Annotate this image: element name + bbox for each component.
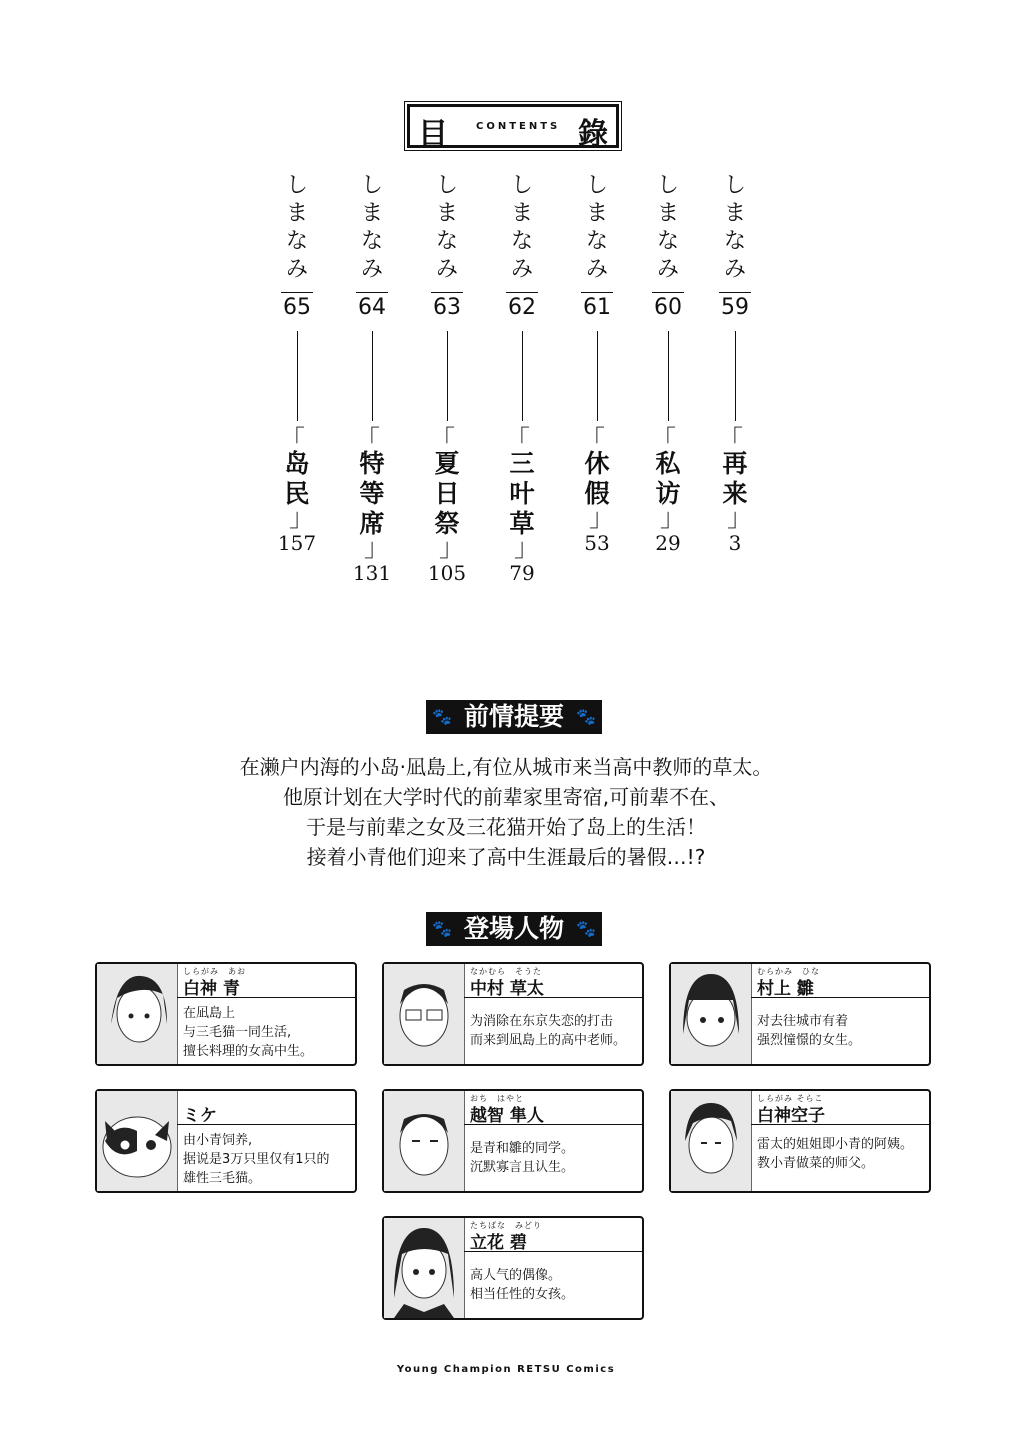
toc-page: 105 [427, 561, 467, 585]
character-desc [470, 1012, 642, 1050]
title-kanji-left: 目 [418, 117, 448, 152]
toc-page: 79 [509, 561, 535, 585]
toc-dash [297, 331, 298, 421]
desc-line: 教小青做菜的师父。 [757, 1156, 875, 1171]
summary-line: 在濑户内海的小岛·凪島上,有位从城市来当高中教师的草太。 [239, 755, 773, 779]
toc-chapter: 「 夏日祭 」 [432, 435, 462, 553]
card-divider [177, 1124, 355, 1125]
toc-entry[interactable] [342, 172, 402, 585]
character-portrait [671, 964, 752, 1064]
desc-line: 沉默寡言且认生。 [470, 1160, 575, 1175]
desc-line: 为消除在东京失恋的打击 [470, 1014, 614, 1029]
toc-number: 65 [281, 292, 313, 323]
desc-line: 是青和雛的同学。 [470, 1141, 575, 1156]
card-divider [751, 997, 929, 998]
card-divider [751, 1124, 929, 1125]
character-name: 中村 草太 [470, 979, 544, 999]
toc-dash [668, 331, 669, 421]
character-name: 越智 隼人 [470, 1106, 544, 1126]
toc-entry[interactable] [417, 172, 477, 585]
character-card[interactable] [669, 1089, 931, 1193]
desc-line: 在凪島上 [183, 1006, 236, 1021]
character-card[interactable] [95, 962, 357, 1066]
desc-line: 雄性三毛猫。 [183, 1171, 262, 1186]
toc-chapter: 「 岛民 」 [282, 435, 312, 523]
toc-series: しまなみ [285, 173, 308, 282]
character-name: 村上 雛 [757, 979, 814, 999]
toc-number: 61 [581, 292, 613, 323]
contents-title-box [407, 104, 619, 152]
desc-line: 相当任性的女孩。 [470, 1287, 575, 1302]
summary-line: 他原计划在大学时代的前辈家里寄宿,可前辈不在、 [282, 785, 730, 809]
character-card[interactable] [95, 1089, 357, 1193]
toc-entry[interactable] [492, 172, 552, 585]
desc-line: 强烈憧憬的女生。 [757, 1033, 862, 1048]
character-card[interactable] [382, 1216, 644, 1320]
title-kanji-right: 錄 [578, 117, 608, 152]
toc-entry[interactable] [705, 172, 765, 555]
character-name: 白神 青 [183, 979, 240, 999]
character-desc [470, 1139, 642, 1177]
toc-entry[interactable] [267, 172, 327, 555]
toc-series: しまなみ [360, 173, 383, 282]
desc-line: 对去往城市有着 [757, 1014, 849, 1029]
summary-text [150, 752, 862, 872]
character-name: 白神空子 [757, 1106, 825, 1126]
character-ruby: しらがみ あお [183, 967, 246, 976]
character-portrait [97, 1091, 178, 1191]
paw-icon: 🐾 [576, 919, 596, 938]
characters-heading [426, 912, 602, 946]
paw-icon: 🐾 [432, 707, 452, 726]
toc-dash [597, 331, 598, 421]
toc-page: 131 [352, 561, 392, 585]
card-divider [464, 1124, 642, 1125]
character-portrait [384, 1091, 465, 1191]
toc-chapter: 「 休假 」 [582, 435, 612, 523]
paw-icon: 🐾 [432, 919, 452, 938]
toc-series: しまなみ [585, 173, 608, 282]
character-ruby: なかむら そうた [470, 967, 542, 976]
publisher-footer: Young Champion RETSU Comics [396, 1364, 616, 1375]
summary-heading [426, 700, 602, 734]
toc-chapter: 「 再来 」 [720, 435, 750, 523]
desc-line: 而来到凪島上的高中老师。 [470, 1033, 627, 1048]
toc-entry[interactable] [638, 172, 698, 555]
toc-dash [522, 331, 523, 421]
character-desc [183, 1131, 355, 1188]
character-portrait [384, 1218, 465, 1318]
paw-icon: 🐾 [576, 707, 596, 726]
character-desc [757, 1135, 935, 1173]
toc-chapter: 「 私访 」 [653, 435, 683, 523]
desc-line: 高人气的偶像。 [470, 1268, 562, 1283]
toc-chapter: 「 三叶草 」 [507, 435, 537, 553]
summary-line: 于是与前辈之女及三花猫开始了岛上的生活！ [306, 815, 706, 839]
summary-heading-text: 前情提要 [463, 702, 564, 731]
toc-dash [447, 331, 448, 421]
character-desc [470, 1266, 642, 1304]
character-portrait [671, 1091, 752, 1191]
toc-page: 29 [655, 531, 681, 555]
toc-dash [372, 331, 373, 421]
character-name: ミケ [183, 1106, 217, 1126]
toc-dash [735, 331, 736, 421]
character-card[interactable] [669, 962, 931, 1066]
character-desc [183, 1004, 355, 1061]
toc-entry[interactable] [567, 172, 627, 555]
desc-line: 与三毛猫一同生活, [183, 1025, 292, 1040]
character-ruby: むらかみ ひな [757, 967, 820, 976]
desc-line: 由小青饲养, [183, 1133, 253, 1148]
title-english: CONTENTS [476, 121, 561, 132]
card-divider [464, 1251, 642, 1252]
toc-number: 59 [719, 292, 751, 323]
desc-line: 擅长料理的女高中生。 [183, 1044, 314, 1059]
character-card[interactable] [382, 962, 644, 1066]
toc-page: 53 [584, 531, 610, 555]
toc-number: 60 [652, 292, 684, 323]
character-card[interactable] [382, 1089, 644, 1193]
toc-page: 157 [277, 531, 317, 555]
toc-number: 64 [356, 292, 388, 323]
card-divider [464, 997, 642, 998]
character-portrait [384, 964, 465, 1064]
character-portrait [97, 964, 178, 1064]
toc-series: しまなみ [656, 173, 679, 282]
toc-series: しまなみ [435, 173, 458, 282]
toc-chapter: 「 特等席 」 [357, 435, 387, 553]
summary-line: 接着小青他们迎来了高中生涯最后的暑假…!? [306, 845, 706, 869]
card-divider [177, 997, 355, 998]
characters-heading-text: 登場人物 [463, 914, 564, 943]
toc-page: 3 [728, 531, 742, 555]
toc-number: 63 [431, 292, 463, 323]
character-name: 立花 碧 [470, 1233, 527, 1253]
character-ruby: しらがみ そらこ [757, 1094, 824, 1103]
character-ruby: たちばな みどり [470, 1221, 542, 1230]
character-desc [757, 1012, 929, 1050]
desc-line: 雷太的姐姐即小青的阿姨。 [757, 1137, 914, 1152]
toc-number: 62 [506, 292, 538, 323]
toc-series: しまなみ [510, 173, 533, 282]
toc-series: しまなみ [723, 173, 746, 282]
character-ruby: おち はやと [470, 1094, 524, 1103]
desc-line: 据说是3万只里仅有1只的 [183, 1152, 330, 1167]
